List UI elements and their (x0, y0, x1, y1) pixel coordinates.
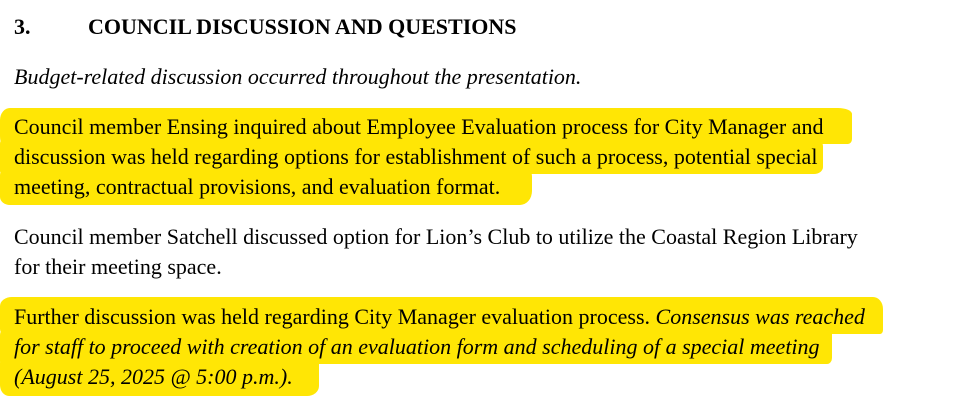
text-line: Council member Satchell discussed option for Lion’s Club to utilize the Coastal Region Library (14, 224, 858, 249)
section-heading (14, 12, 964, 42)
text-line (14, 142, 964, 172)
highlight-span: for staff to proceed with creation of an evaluation form and scheduling of a special meeting (0, 330, 832, 364)
text-line: for their meeting space. (14, 254, 222, 279)
section-number: 3. (14, 14, 31, 39)
paragraph-ensing-evaluation (14, 112, 964, 202)
paragraph-evaluation-consensus (14, 302, 964, 392)
highlight-span: (August 25, 2025 @ 5:00 p.m.). (0, 360, 319, 396)
highlight-span: discussion was held regarding options for establishment of such a process, potential special (0, 140, 823, 174)
text-line (14, 302, 964, 332)
paragraph-satchell-library (14, 222, 964, 282)
highlight-span (0, 297, 883, 334)
highlight-span: Council member Ensing inquired about Employee Evaluation process for City Manager and (0, 108, 852, 144)
normal-segment: Further discussion was held regarding City Manager evaluation process. (14, 304, 656, 329)
text-line (14, 172, 964, 202)
italic-segment: Consensus was reached (655, 304, 865, 329)
text-line (14, 362, 964, 392)
paragraph-budget-discussion (14, 62, 964, 92)
text-line: Budget-related discussion occurred throughout the presentation. (14, 64, 582, 89)
text-line (14, 332, 964, 362)
highlight-span: meeting, contractual provisions, and evaluation format. (0, 170, 532, 205)
section-title: COUNCIL DISCUSSION AND QUESTIONS (88, 14, 517, 39)
text-line (14, 112, 964, 142)
